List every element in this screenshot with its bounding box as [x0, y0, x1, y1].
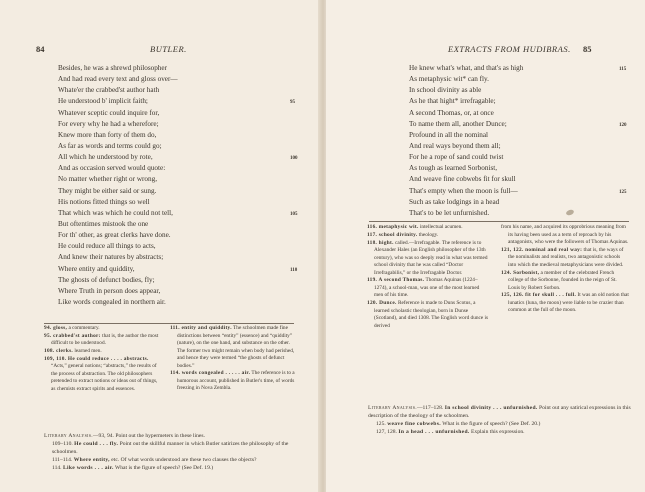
- footnote: [367, 224, 489, 232]
- verse-line-text: Like words congealed in northern air.: [58, 297, 166, 306]
- footnote-text: It was an old notion that lunatics (luna, the moon) were liable to be crazier than common at the full of the moon.: [508, 292, 629, 314]
- verse-line-text: Where entity and quiddity,: [58, 264, 135, 273]
- verse-line-text: For he a rope of sand could twist: [409, 153, 504, 162]
- footnote-term: 117. school divinity.: [367, 231, 418, 238]
- verse-line-text: As far as words and terms could go;: [58, 141, 162, 150]
- left-notes-column-1: [44, 325, 161, 394]
- verse-line-text: For every why he had a wherefore;: [58, 119, 159, 128]
- footnote-text: Reference is made to Duns Scotus, a learned scholastic theologian, born in Dunse (Scotland), and died 1308. The English word dunce is derived: [374, 300, 489, 329]
- verse-line: [58, 152, 298, 163]
- line-number: 95: [290, 100, 295, 106]
- verse-line: [58, 74, 298, 85]
- footnote-text: theology.: [417, 231, 439, 238]
- footnote-term: 109, 110. He could reduce . . . . abstracts.: [44, 355, 149, 362]
- footnote-text: a commentary.: [67, 325, 100, 331]
- footnote: [44, 325, 161, 333]
- footnote: [501, 224, 629, 247]
- verse-line-text: He understood b' implicit faith;: [58, 97, 148, 106]
- verse-line: [58, 186, 298, 197]
- left-running-head: BUTLER.: [150, 44, 187, 54]
- analysis-term: weave fine cobwebs.: [387, 421, 441, 427]
- verse-line: [58, 141, 298, 152]
- footnote-text: “Acts,” general notions; “abstracts,” the results of the process of abstraction. The old philosophers pretended to extract notions or ideas out of things, as chemists extract spirits and essences.: [51, 363, 158, 392]
- verse-line-text: Whatever sceptic could inquire for,: [58, 108, 160, 117]
- verse-line: [58, 297, 298, 308]
- analysis-question: What is the figure of speech? (See Def. 20.): [440, 421, 541, 427]
- verse-line-text: To name them all, another Dunce;: [409, 119, 507, 128]
- footnote-term: 111. entity and quiddity.: [170, 325, 232, 331]
- footnote-text: called.—Irrefragable. The reference is to Alexander Hales (an English philosopher of the 13th century), who was so deeply read in what was termed school divinity that he was called “Doctor Irrefragabilis,” or the Irrefragable Doctor.: [374, 239, 488, 276]
- analysis-term: He could . . . fly.: [74, 441, 119, 447]
- footnote-term: 125, 126. fit for skull . . . full.: [501, 292, 577, 299]
- verse-line: [409, 108, 639, 119]
- footnote-term: 118. hight.: [367, 239, 394, 246]
- verse-line: [58, 108, 298, 119]
- footnote-text: The reference is to a humorous account, published in Butler's time, of words freezing in Nova Zembla.: [177, 370, 295, 392]
- footnote: [44, 356, 161, 394]
- verse-line-text: His notions fitted things so well: [58, 197, 150, 206]
- line-number: 100: [290, 156, 298, 162]
- footnote: [170, 370, 295, 393]
- analysis-ref: 127, 128.: [376, 429, 399, 435]
- verse-line: [409, 174, 639, 185]
- footnote-term: 120. Dunce.: [367, 300, 397, 307]
- verse-line-text: He could reduce all things to acts,: [58, 242, 156, 251]
- verse-line: [58, 197, 298, 208]
- analysis-ref: 114.: [52, 465, 63, 471]
- verse-line-text: And knew their natures by abstracts;: [58, 253, 164, 262]
- analysis-ref: —117–128.: [416, 405, 445, 411]
- analysis-term: Where entity,: [73, 457, 110, 463]
- verse-line-text: As he that hight* irrefragable;: [409, 97, 496, 106]
- footnote-text: a member of the celebrated French college of the Sorbonne, founded in the reign of St. Louis by Robert Sorbon.: [508, 269, 617, 291]
- analysis-line: [368, 428, 633, 436]
- footnote-term: 121, 122. nominal and real way:: [501, 246, 583, 253]
- footnote: [367, 232, 489, 240]
- footnote: [44, 333, 161, 348]
- footnote-text: Thomas Aquinas (1224–1274), a school-man, was one of the most learned men of his time.: [374, 277, 480, 299]
- verse-line-text: Knew more than forty of them do,: [58, 130, 157, 139]
- footnote-text: that is, the ways of the nominalists and realists, two antagonistic schools into which the medieval metaphysicians were divided.: [508, 246, 624, 268]
- right-notes-column-1: [367, 224, 489, 330]
- footnote: [367, 240, 489, 278]
- right-notes-rule: [369, 221, 629, 222]
- verse-line-text: Profound in all the nominal: [409, 130, 489, 139]
- verse-line-text: He knew what's what, and that's as high: [409, 64, 524, 72]
- left-notes-column-2: [170, 325, 295, 393]
- footnote-term: 124. Sorbonist,: [501, 269, 540, 276]
- verse-line: [58, 208, 298, 219]
- footnote-term: 116. metaphysic wit.: [367, 224, 419, 230]
- analysis-term: In school divinity . . . unfurnished.: [444, 405, 538, 411]
- left-page-number: 84: [36, 44, 45, 54]
- analysis-question: Explain this expression.: [469, 429, 525, 435]
- footnote: [501, 292, 629, 315]
- footnote: [501, 247, 629, 270]
- verse-line: [409, 63, 639, 74]
- verse-line: [58, 163, 298, 174]
- verse-line-text: And had read every text and gloss over—: [58, 75, 178, 84]
- analysis-ref: 111–114.: [52, 457, 74, 463]
- verse-line-text: They might be either said or sung.: [58, 186, 157, 195]
- line-number: 120: [619, 122, 627, 128]
- line-number: 125: [619, 189, 627, 195]
- verse-line: [58, 96, 298, 107]
- line-number: 115: [619, 67, 627, 72]
- verse-line-text: And as occasion served would quote:: [58, 164, 166, 173]
- footnote: [170, 325, 295, 370]
- verse-line: [409, 152, 639, 163]
- analysis-question: Point out the skillful manner in which Butler satirizes the philosophy of the schoolmen.: [52, 441, 289, 455]
- analysis-line: [44, 456, 312, 464]
- verse-line-text: For th' other, as great clerks have done.: [58, 231, 171, 240]
- analysis-heading: Literary Analysis.: [368, 405, 417, 411]
- analysis-ref: —93, 94. Point out the hypermeters in these lines.: [92, 433, 205, 439]
- verse-line-text: The ghosts of defunct bodies, fly;: [58, 275, 155, 284]
- verse-line-text: Such as take lodgings in a head: [409, 197, 500, 206]
- footnote-term: 114. words congealed . . . . . air.: [170, 370, 251, 377]
- analysis-ref: 109–110.: [52, 441, 75, 447]
- verse-line: [58, 230, 298, 241]
- left-literary-analysis: [44, 432, 312, 472]
- verse-line-text: In school divinity as able: [409, 86, 482, 95]
- analysis-question: Point out any satirical expressions in this description of the theology of the schoolmen.: [368, 405, 631, 419]
- verse-line: [58, 241, 298, 252]
- verse-line: [58, 130, 298, 141]
- analysis-line: [368, 420, 633, 428]
- verse-line: [409, 197, 639, 208]
- right-verse-block: [409, 63, 639, 219]
- verse-line-text: And weave fine cobwebs fit for skull: [409, 175, 516, 184]
- verse-line-text: And real ways beyond them all;: [409, 141, 501, 150]
- verse-line: [409, 163, 639, 174]
- verse-line-text: Besides, he was a shrewd philosopher: [58, 64, 167, 72]
- analysis-question: etc. Of what words understood are these two clauses the objects?: [109, 457, 257, 463]
- footnote-text: The schoolmen made fine distinctions between “entity” (essence) and “quiddity” (nature), on the one hand, and substance on the other. The former two might remain when body had perished, and hence they were termed “the ghosts of defunct bodies.”: [177, 325, 295, 369]
- verse-line: [58, 119, 298, 130]
- verse-line-text: As tough as learned Sorbonist,: [409, 164, 498, 173]
- verse-line: [58, 85, 298, 96]
- verse-line: [58, 219, 298, 230]
- footnote: [44, 348, 161, 356]
- footnote-term: 119. A second Thomas.: [367, 277, 425, 284]
- verse-line-text: That which was which he could not tell,: [58, 208, 173, 217]
- analysis-heading: Literary Analysis.: [44, 433, 93, 439]
- footnote-text: that is, the author the most difficult to be understood.: [51, 332, 159, 347]
- verse-line: [58, 63, 298, 74]
- verse-line-text: As metaphysic wit* can fly.: [409, 75, 489, 84]
- footnote-term: 94. gloss,: [44, 325, 68, 331]
- analysis-question: What is the figure of speech? (See Def. 19.): [113, 465, 214, 471]
- verse-line-text: Whate'er the crabbed'st author hath: [58, 86, 160, 95]
- footnote-term: 95. crabbed'st author:: [44, 332, 101, 339]
- verse-line: [58, 252, 298, 263]
- right-notes-column-2: [501, 224, 629, 315]
- verse-line: [409, 141, 639, 152]
- left-notes-rule: [44, 323, 294, 324]
- analysis-term: In a head . . . unfurnished.: [398, 429, 470, 435]
- analysis-ref: 125.: [376, 421, 388, 427]
- verse-line: [409, 119, 639, 130]
- analysis-line: [44, 440, 312, 456]
- analysis-term: Like words . . . air.: [62, 465, 114, 471]
- right-running-head: EXTRACTS FROM HUDIBRAS.: [448, 44, 571, 54]
- verse-line: [58, 264, 298, 275]
- verse-line-text: A second Thomas, or, at once: [409, 108, 494, 117]
- verse-line-text: But oftentimes mistook the one: [58, 219, 149, 228]
- verse-line: [58, 275, 298, 286]
- verse-line: [409, 130, 639, 141]
- verse-line: [409, 96, 639, 107]
- footnote-text: intellectual acumen.: [418, 224, 463, 230]
- footnote-term: 108. clerks.: [44, 348, 74, 355]
- verse-line-text: No matter whether right or wrong,: [58, 175, 158, 184]
- footnote: [367, 300, 489, 330]
- line-number: 110: [290, 267, 298, 273]
- verse-line-text: All which he understood by rote,: [58, 153, 153, 162]
- verse-line-text: That's empty when the moon is full—: [409, 186, 518, 195]
- verse-line: [409, 186, 639, 197]
- analysis-line: [368, 404, 633, 420]
- line-number: 105: [290, 211, 298, 217]
- right-literary-analysis: [368, 404, 633, 436]
- analysis-line: [44, 464, 312, 472]
- verse-line-text: Where Truth in person does appear,: [58, 286, 161, 295]
- verse-line: [58, 174, 298, 185]
- analysis-line: [44, 432, 312, 440]
- footnote: [501, 270, 629, 293]
- footnote-text: from his name, and acquired its opprobrious meaning from its having been used as a term of reproach by his antagonists, who were the followers of Thomas Aquinas.: [501, 224, 629, 245]
- footnote: [367, 277, 489, 300]
- verse-line: [409, 74, 639, 85]
- verse-line: [409, 208, 639, 219]
- verse-line-text: That's to be let unfurnished.: [409, 208, 490, 217]
- verse-line: [58, 286, 298, 297]
- verse-line: [409, 85, 639, 96]
- footnote-text: learned men.: [73, 348, 102, 355]
- left-verse-block: [58, 63, 298, 308]
- right-page-number: 85: [583, 44, 592, 54]
